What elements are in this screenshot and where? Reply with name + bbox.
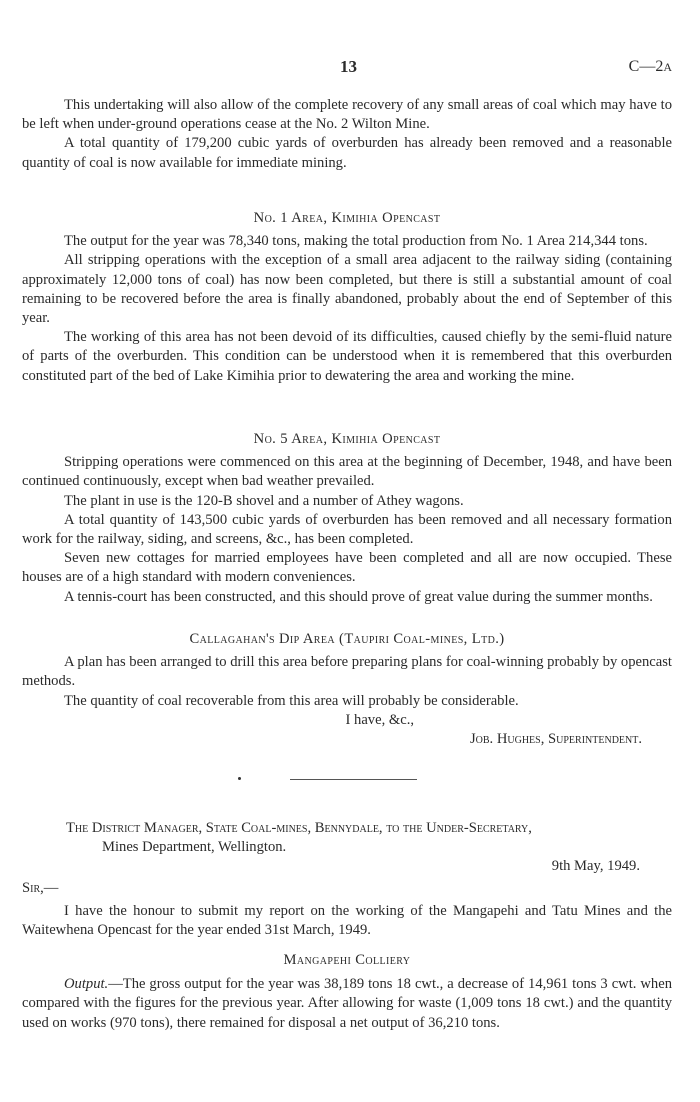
section-no5-area [22,430,672,607]
paragraph-lead: Output. [64,976,109,993]
paragraph: The quantity of coal recoverable from this area will probably be considerable. [64,692,519,709]
paragraph: A total quantity of 179,200 cubic yards of overburden has already been removed and a reasonable quantity of coal is now available for immediate mining. [22,135,672,171]
separator-rule [290,779,417,780]
letter-date: 9th May, 1949. [551,858,640,875]
reference-main: C—2 [628,58,664,75]
letter-body: I have the honour to submit my report on the working of the Mangapehi and Tatu Mines and the Waitewhena Opencast for the year ended 31st March, 1949. [22,902,672,939]
paragraph [22,975,672,1033]
letter-address-line2: Mines Department, Wellington. [102,839,287,856]
letter-address: The District Manager, State Coal-mines, Bennydale, to the Under-Secretary, [66,820,532,836]
section-no1-area [22,209,672,386]
section-heading: No. 1 Area, Kimihia Opencast [253,210,441,226]
paragraph-text: —The gross output for the year was 38,189 tons 18 cwt., a decrease of 14,961 tons 3 cwt. when compared with the figures for the previous year. After allowing for waste (1,009 tons 18 cwt.) and the quantity used on works (970 tons), there remained for disposal a net output of 36,210 tons. [22,976,672,1031]
paragraph: Seven new cottages for married employees have been completed and all are now occupied. These houses are of a high standard with modern conveniences. [22,550,672,586]
paragraph: The working of this area has not been devoid of its difficulties, caused chiefly by the semi-fluid nature of parts of the overburden. This condition can be understood when it is remembered that this overburden constituted part of the bed of Lake Kimihia prior to dewatering the area and working the mine. [22,329,672,384]
closing-line: I have, &c., [345,711,414,728]
paragraph: Stripping operations were commenced on this area at the beginning of December, 1948, and have been continued continuously, except when bad weather prevailed. [22,454,672,490]
document-reference [629,57,672,77]
paragraph: A tennis-court has been constructed, and this should prove of great value during the summer months. [64,588,653,605]
signature: Job. Hughes, Superintendent. [469,731,642,748]
paragraph: A total quantity of 143,500 cubic yards of overburden has been removed and all necessary formation work for the railway, siding, and screens, &c., has been completed. [22,511,672,548]
reference-suffix: A [663,60,672,74]
salutation: Sir,— [22,879,59,896]
separator-dot [238,777,241,780]
intro-block [22,96,672,173]
paragraph: A plan has been arranged to drill this area before preparing plans for coal-winning probably by opencast methods. [22,654,672,690]
section-heading: No. 5 Area, Kimihia Opencast [253,431,441,447]
section-heading: Callagahan's Dip Area (Taupiri Coal-mines, Ltd.) [189,631,505,647]
paragraph: All stripping operations with the exception of a small area adjacent to the railway siding (containing approximately 12,000 tons of coal) has now been completed, but there is still a substantial amount of coal remaining to be recovered before the area is finally abandoned, probably about the end of September of this year. [22,252,672,327]
letter-header [22,819,672,940]
page-header [0,57,700,79]
paragraph: This undertaking will also allow of the complete recovery of any small areas of coal which may have to be left when under-ground operations cease at the No. 2 Wilton Mine. [22,97,672,133]
paragraph: The output for the year was 78,340 tons, making the total production from No. 1 Area 214,344 tons. [64,233,648,250]
section-heading: Mangapehi Colliery [283,952,411,968]
section-callagahan [22,630,672,749]
paragraph: The plant in use is the 120-B shovel and a number of Athey wagons. [64,492,464,509]
page-number: 13 [340,57,357,76]
section-mangapehi [22,951,672,1033]
